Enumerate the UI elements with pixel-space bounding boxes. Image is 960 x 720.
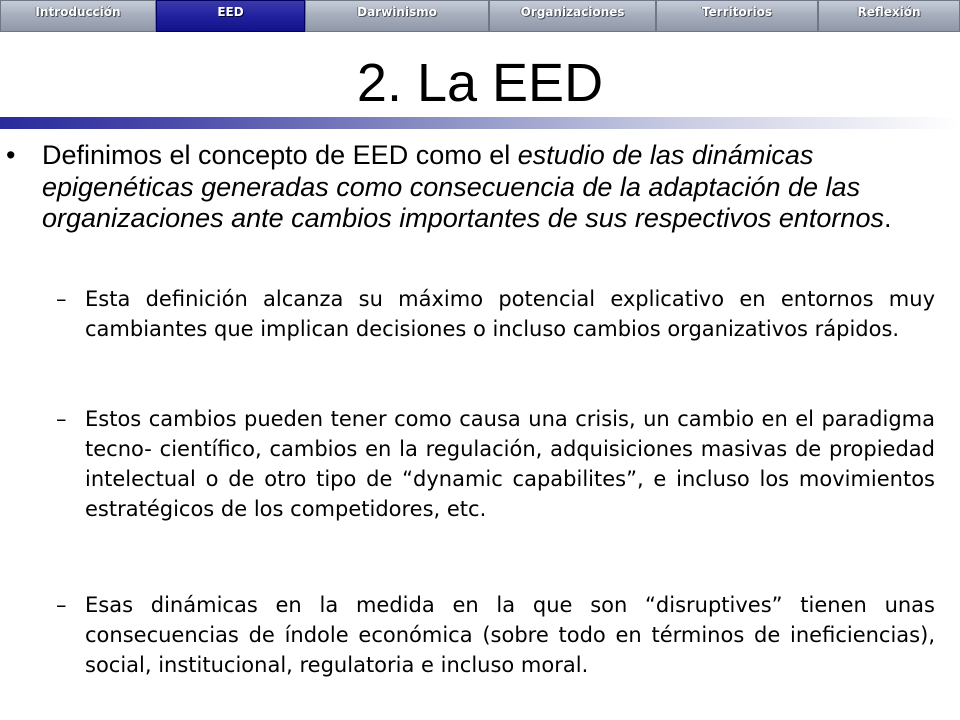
tab-darwinismo[interactable]: Darwinismo xyxy=(305,0,489,32)
slide-title: 2. La EED xyxy=(356,53,604,113)
bullet-text-italic: estudio de las dinámicas epigenéticas generadas como consecuencia de la adaptación de las organizaciones ante cambios importantes de sus respectivos entornos xyxy=(42,140,884,233)
top-nav xyxy=(0,0,960,34)
sub-bullet-text: Esta definición alcanza su máximo potencial explicativo en entornos muy cambiantes que implican decisiones o incluso cambios organizativos rápidos. xyxy=(85,287,935,341)
tab-eed[interactable]: EED xyxy=(156,0,305,32)
sub-bullet-text: Estos cambios pueden tener como causa una crisis, un cambio en el paradigma tecno- científico, cambios en la regulación, adquisiciones masivas de propiedad intelectual o de otro tipo de “dynamic capabilites”, e incluso los movimientos estratégicos de los competidores, etc. xyxy=(85,407,935,521)
tab-reflexion[interactable]: Reflexión xyxy=(818,0,960,32)
tab-territorios[interactable]: Territorios xyxy=(656,0,818,32)
sub-bullet-marker: – xyxy=(56,593,67,617)
bullet-text-plain: Definimos el concepto de EED como el xyxy=(42,140,518,170)
tab-introduccion[interactable]: Introducción xyxy=(0,0,156,32)
main-bullet-text xyxy=(42,140,947,235)
sub-bullet-marker: – xyxy=(56,407,67,431)
title-divider xyxy=(0,117,960,129)
bullet-marker: • xyxy=(6,140,16,170)
tab-organizaciones[interactable]: Organizaciones xyxy=(489,0,656,32)
sub-bullet-marker: – xyxy=(56,287,67,311)
bullet-text-end: . xyxy=(883,203,892,233)
sub-bullet-text: Esas dinámicas en la medida en la que son “disruptives” tienen unas consecuencias de índole económica (sobre todo en términos de ineficiencias), social, institucional, regulatoria e incluso moral. xyxy=(85,593,935,677)
